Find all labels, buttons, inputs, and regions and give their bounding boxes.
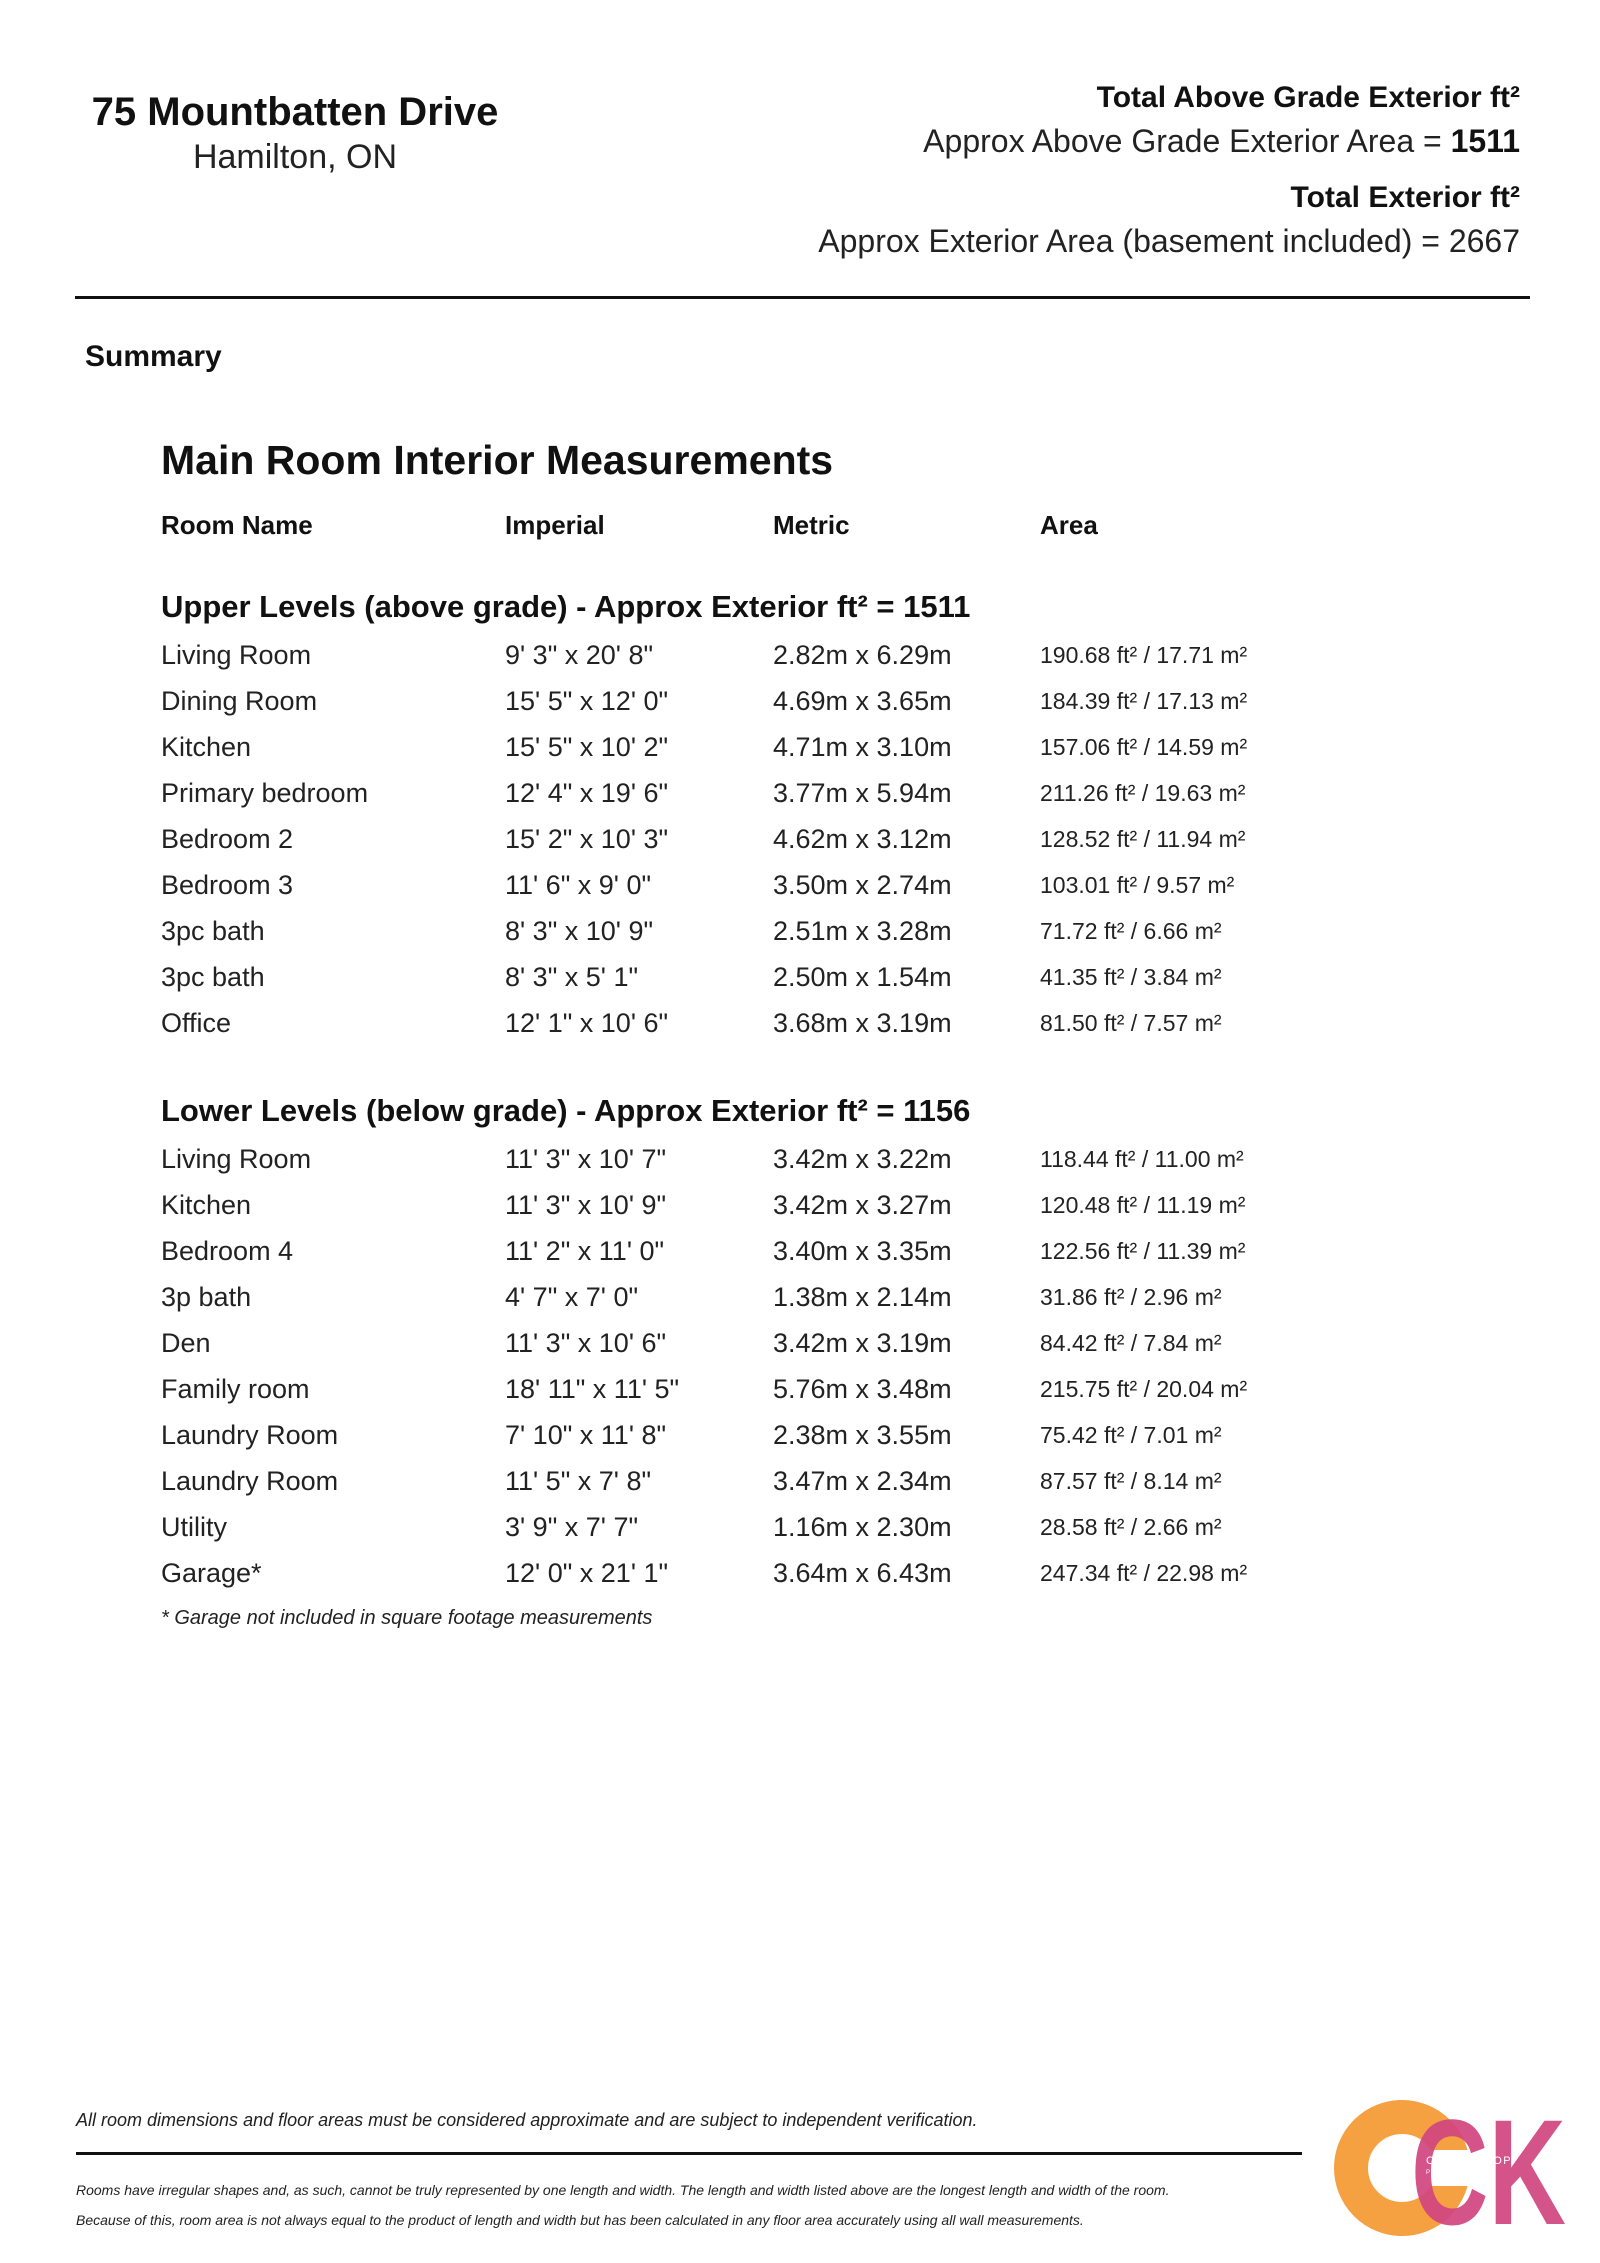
imperial-dims: 15' 5" x 12' 0"	[505, 686, 669, 716]
total-exterior-line: Approx Exterior Area (basement included) = 2667	[818, 223, 1520, 259]
table-row	[161, 1412, 1461, 1458]
table-row	[161, 1000, 1461, 1046]
room-name: Office	[161, 1008, 232, 1038]
total-exterior-title: Total Exterior ft²	[1290, 181, 1520, 214]
room-name: Laundry Room	[161, 1466, 339, 1496]
imperial-dims: 15' 5" x 10' 2"	[505, 732, 669, 762]
table-row	[161, 1228, 1461, 1274]
imperial-dims: 15' 2" x 10' 3"	[505, 824, 669, 854]
room-name: Primary bedroom	[161, 778, 369, 808]
room-name: 3p bath	[161, 1282, 252, 1312]
col-room-name: Room Name	[161, 510, 313, 540]
metric-dims: 1.16m x 2.30m	[773, 1512, 952, 1542]
metric-dims: 3.42m x 3.27m	[773, 1190, 952, 1220]
col-metric: Metric	[773, 510, 850, 540]
room-name: Utility	[161, 1512, 227, 1542]
area-value: 247.34 ft² / 22.98 m²	[1040, 1560, 1248, 1586]
property-city: Hamilton, ON	[192, 138, 398, 176]
room-name: Kitchen	[161, 1190, 252, 1220]
above-grade-value: 1511	[1450, 123, 1520, 159]
imperial-dims: 11' 6" x 9' 0"	[505, 870, 652, 900]
room-name: Family room	[161, 1374, 310, 1404]
area-value: 81.50 ft² / 7.57 m²	[1040, 1010, 1222, 1036]
table-row	[161, 1274, 1461, 1320]
garage-note: * Garage not included in square footage measurements	[161, 1607, 653, 1629]
table-row	[161, 816, 1461, 862]
table-row	[161, 632, 1461, 678]
area-value: 118.44 ft² / 11.00 m²	[1040, 1146, 1244, 1172]
table-row	[161, 724, 1461, 770]
room-name: 3pc bath	[161, 962, 265, 992]
area-value: 122.56 ft² / 11.39 m²	[1040, 1238, 1246, 1264]
area-value: 84.42 ft² / 7.84 m²	[1040, 1330, 1222, 1356]
metric-dims: 3.42m x 3.19m	[773, 1328, 952, 1358]
room-name: Den	[161, 1328, 211, 1358]
metric-dims: 5.76m x 3.48m	[773, 1374, 952, 1404]
table-title: Main Room Interior Measurements	[161, 437, 834, 483]
totals-block	[818, 78, 1520, 264]
room-name: Bedroom 3	[161, 870, 294, 900]
room-name: Laundry Room	[161, 1420, 339, 1450]
room-name: Garage*	[161, 1558, 262, 1588]
metric-dims: 2.38m x 3.55m	[773, 1420, 952, 1450]
room-name: Living Room	[161, 640, 312, 670]
imperial-dims: 12' 1" x 10' 6"	[505, 1008, 669, 1038]
above-grade-line	[818, 118, 1520, 164]
table-row	[161, 1136, 1461, 1182]
area-value: 31.86 ft² / 2.96 m²	[1040, 1284, 1222, 1310]
metric-dims: 4.71m x 3.10m	[773, 732, 952, 762]
metric-dims: 3.47m x 2.34m	[773, 1466, 952, 1496]
area-value: 190.68 ft² / 17.71 m²	[1040, 642, 1248, 668]
column-headers	[161, 502, 1461, 548]
fine-print-line-1: Rooms have irregular shapes and, as such, cannot be truly represented by one length and width. The length and width listed above are the longest length and width of the room.	[76, 2182, 1170, 2198]
lower-levels-heading: Lower Levels (below grade) - Approx Exterior ft² = 1156	[161, 1093, 971, 1128]
upper-levels-heading: Upper Levels (above grade) - Approx Exterior ft² = 1511	[161, 589, 971, 624]
imperial-dims: 7' 10" x 11' 8"	[505, 1420, 667, 1450]
area-value: 41.35 ft² / 3.84 m²	[1040, 964, 1222, 990]
upper-levels-rows	[161, 632, 1461, 1046]
table-row	[161, 1550, 1461, 1596]
table-row	[161, 1458, 1461, 1504]
room-name: Bedroom 2	[161, 824, 294, 854]
logo-tagline: PHOTOGRAPHY	[1426, 2170, 1495, 2176]
imperial-dims: 18' 11" x 11' 5"	[505, 1374, 680, 1404]
table-row	[161, 954, 1461, 1000]
imperial-dims: 8' 3" x 5' 1"	[505, 962, 639, 992]
header-divider	[75, 296, 1530, 299]
table-row	[161, 770, 1461, 816]
area-value: 211.26 ft² / 19.63 m²	[1040, 780, 1246, 806]
metric-dims: 2.51m x 3.28m	[773, 916, 952, 946]
metric-dims: 4.62m x 3.12m	[773, 824, 952, 854]
imperial-dims: 3' 9" x 7' 7"	[505, 1512, 639, 1542]
metric-dims: 3.68m x 3.19m	[773, 1008, 952, 1038]
imperial-dims: 12' 0" x 21' 1"	[505, 1558, 669, 1588]
metric-dims: 2.50m x 1.54m	[773, 962, 952, 992]
disclaimer: All room dimensions and floor areas must be considered approximate and are subject to independent verification.	[76, 2110, 978, 2130]
imperial-dims: 11' 3" x 10' 7"	[505, 1144, 667, 1174]
logo-letters: CK	[1411, 2098, 1566, 2238]
imperial-dims: 9' 3" x 20' 8"	[505, 640, 654, 670]
above-grade-title: Total Above Grade Exterior ft²	[1096, 81, 1520, 114]
table-row	[161, 1320, 1461, 1366]
imperial-dims: 11' 3" x 10' 9"	[505, 1190, 667, 1220]
metric-dims: 3.50m x 2.74m	[773, 870, 952, 900]
table-row	[161, 678, 1461, 724]
room-name: 3pc bath	[161, 916, 265, 946]
imperial-dims: 12' 4" x 19' 6"	[505, 778, 669, 808]
imperial-dims: 11' 2" x 11' 0"	[505, 1236, 665, 1266]
metric-dims: 3.64m x 6.43m	[773, 1558, 952, 1588]
area-value: 75.42 ft² / 7.01 m²	[1040, 1422, 1222, 1448]
room-name: Kitchen	[161, 732, 252, 762]
above-grade-label: Approx Above Grade Exterior Area =	[923, 123, 1451, 159]
property-street: 75 Mountbatten Drive	[91, 90, 499, 134]
imperial-dims: 11' 3" x 10' 6"	[505, 1328, 667, 1358]
address-block	[85, 88, 505, 178]
measurements-table	[161, 430, 1461, 1638]
area-value: 184.39 ft² / 17.13 m²	[1040, 688, 1248, 714]
room-name: Living Room	[161, 1144, 312, 1174]
area-value: 215.75 ft² / 20.04 m²	[1040, 1376, 1248, 1402]
summary-label: Summary	[85, 340, 222, 373]
col-imperial: Imperial	[505, 510, 605, 540]
room-name: Bedroom 4	[161, 1236, 294, 1266]
table-row	[161, 1504, 1461, 1550]
table-row	[161, 1366, 1461, 1412]
metric-dims: 3.40m x 3.35m	[773, 1236, 952, 1266]
imperial-dims: 8' 3" x 10' 9"	[505, 916, 654, 946]
room-name: Dining Room	[161, 686, 318, 716]
area-value: 128.52 ft² / 11.94 m²	[1040, 826, 1246, 852]
col-area: Area	[1040, 510, 1098, 540]
area-value: 120.48 ft² / 11.19 m²	[1040, 1192, 1246, 1218]
footer-divider	[76, 2152, 1302, 2155]
logo-name: CATHY KOOP	[1426, 2155, 1513, 2167]
table-row	[161, 1182, 1461, 1228]
metric-dims: 2.82m x 6.29m	[773, 640, 952, 670]
table-row	[161, 862, 1461, 908]
metric-dims: 1.38m x 2.14m	[773, 1282, 952, 1312]
table-row	[161, 908, 1461, 954]
imperial-dims: 11' 5" x 7' 8"	[505, 1466, 652, 1496]
imperial-dims: 4' 7" x 7' 0"	[505, 1282, 639, 1312]
metric-dims: 4.69m x 3.65m	[773, 686, 952, 716]
area-value: 87.57 ft² / 8.14 m²	[1040, 1468, 1222, 1494]
area-value: 103.01 ft² / 9.57 m²	[1040, 872, 1235, 898]
area-value: 28.58 ft² / 2.66 m²	[1040, 1514, 1222, 1540]
fine-print	[76, 2175, 1316, 2235]
fine-print-line-2: Because of this, room area is not always equal to the product of length and width but has been calculated in any floor area accurately using all wall measurements.	[76, 2212, 1084, 2228]
area-value: 71.72 ft² / 6.66 m²	[1040, 918, 1222, 944]
cathy-koop-logo	[1334, 2098, 1574, 2238]
lower-levels-rows	[161, 1136, 1461, 1596]
metric-dims: 3.77m x 5.94m	[773, 778, 952, 808]
metric-dims: 3.42m x 3.22m	[773, 1144, 952, 1174]
area-value: 157.06 ft² / 14.59 m²	[1040, 734, 1248, 760]
